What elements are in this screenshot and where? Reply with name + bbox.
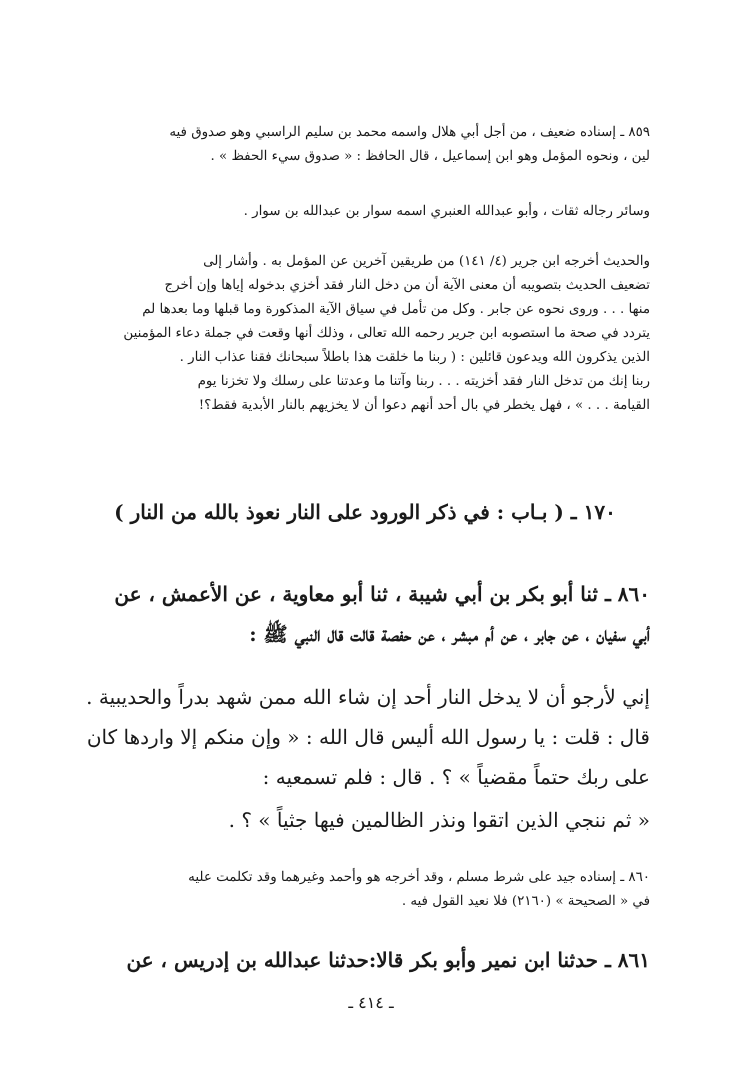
footnote-859-discussion: [70, 250, 650, 418]
text-line: الذين يذكرون الله ويدعون قائلين : ( ربنا ما خلقت هذا باطلاً سبحانك فقنا عذاب النار .: [179, 350, 650, 365]
text-line: على ربك حتماً مقضياً » ؟ . قال : فلم تسمعيه :: [262, 765, 650, 789]
text-line: تضعيف الحديث بتصويبه أن معنى الآية أن من دخل النار فقد أخزي بدخوله إياها وإن أخرج: [164, 278, 650, 293]
text-line: والحديث أخرجه ابن جرير (٤/ ١٤١) من طريقين آخرين عن المؤمل به . وأشار إلى: [203, 254, 650, 269]
footnote-859: [70, 121, 650, 169]
page-number: ـ ٤١٤ ـ: [348, 993, 394, 1012]
chapter-heading: ١٧٠ ـ ( بـاب : في ذكر الورود على النار نعوذ بالله من النار ): [114, 500, 616, 524]
text-line: القيامة . . . » ، فهل يخطر في بال أحد أنهم دعوا أن لا يخزيهم بالنار الأبدية فقط؟!: [198, 398, 650, 413]
hadith-860-quote: [70, 800, 650, 840]
hadith-860-isnad: [70, 574, 650, 654]
text-line: ٨٦١ ـ حدثنا ابن نمير وأبو بكر قالا:حدثنا عبدالله بن إدريس ، عن: [126, 948, 650, 972]
text-line: ٨٦٠ ـ ثنا أبو بكر بن أبي شيبة ، ثنا أبو معاوية ، عن الأعمش ، عن: [114, 582, 650, 606]
footnote-860: [70, 866, 650, 914]
text-line: لين ، ونحوه المؤمل وهو ابن إسماعيل ، قال الحافظ : « صدوق سيء الحفظ » .: [210, 149, 650, 164]
text-line: وسائر رجاله ثقات ، وأبو عبدالله العنبري اسمه سوار بن عبدالله بن سوار .: [243, 204, 650, 219]
text-line: ٨٦٠ ـ إسناده جيد على شرط مسلم ، وقد أخرجه هو وأحمد وغيرهما وقد تكلمت عليه: [188, 870, 650, 885]
text-line: قال : قلت : يا رسول الله أليس قال الله : « وإن منكم إلا واردها كان: [86, 725, 650, 749]
text-line: منها . . . وروى نحوه عن جابر . وكل من تأمل في سياق الآية المذكورة وما قبلها وما بعدها لم: [142, 302, 650, 317]
quran-quote: « ثم ننجي الذين اتقوا ونذر الظالمين فيها جثياً » ؟ .: [228, 808, 650, 832]
text-line: ٨٥٩ ـ إسناده ضعيف ، من أجل أبي هلال واسمه محمد بن سليم الراسبي وهو صدوق فيه: [169, 125, 650, 140]
hadith-861: [70, 940, 650, 980]
text-line: يتردد في صحة ما استصوبه ابن جرير رحمه الله تعالى ، وذلك أنها وقعت في جملة دعاء المؤمنين: [123, 326, 650, 341]
footnote-859-narrators: [70, 200, 650, 224]
hadith-860-matn: [70, 677, 650, 797]
text-line: ربنا إنك من تدخل النار فقد أخزيته . . . ربنا وآتنا ما وعدتنا على رسلك ولا تخزنا يوم: [197, 374, 650, 389]
text-line: في « الصحيحة » (٢١٦٠) فلا نعيد القول فيه .: [401, 894, 650, 909]
text-line: إني لأرجو أن لا يدخل النار أحد إن شاء الله ممن شهد بدراً والحديبية .: [86, 685, 650, 709]
text-line: أبي سفيان ، عن جابر ، عن أم مبشر ، عن حفصة قالت قال النبي ﷺ :: [249, 622, 650, 646]
